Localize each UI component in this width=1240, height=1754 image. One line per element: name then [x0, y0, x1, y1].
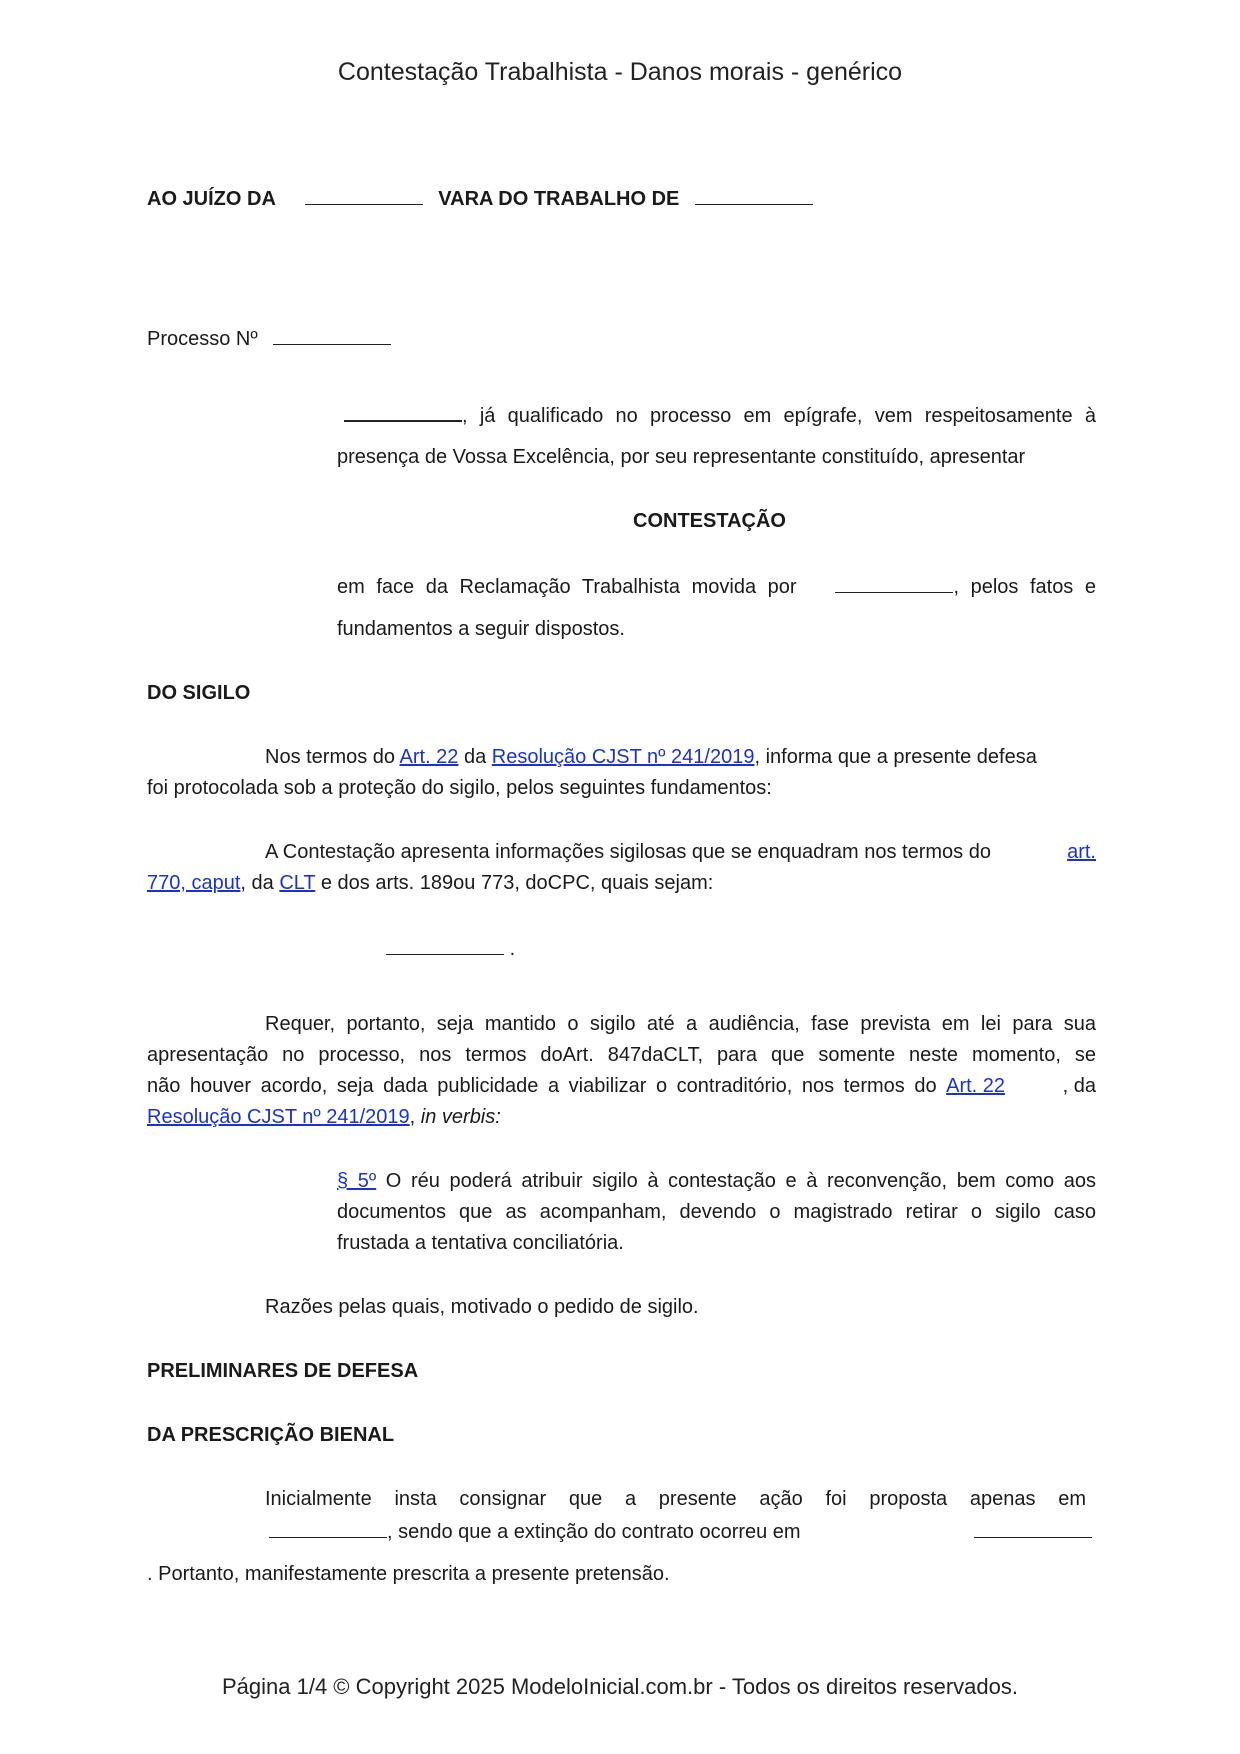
quote-text: O réu poderá atribuir sigilo à contestação e à reconvenção, bem como aos	[376, 1170, 1096, 1192]
section-heading-preliminares: PRELIMINARES DE DEFESA	[147, 1360, 419, 1382]
facing-line-2: fundamentos a seguir dispostos.	[337, 618, 625, 640]
quote-line2	[337, 1201, 1096, 1224]
process-number-line	[147, 326, 391, 351]
sigilo-p3-line3	[147, 1075, 1096, 1098]
quote-line3: frustada a tentativa conciliatória.	[337, 1232, 624, 1254]
link-art-770[interactable]: art.	[1067, 841, 1096, 863]
plaintiff-name-blank	[835, 574, 953, 593]
intro-line-2: presença de Vossa Excelência, por seu representante constituído, apresentar	[337, 446, 1026, 468]
sigilo-p1-text: da	[458, 746, 492, 768]
facing-line-1	[337, 574, 1096, 599]
sigilo-p3-line2	[147, 1044, 1096, 1067]
process-number-blank	[273, 326, 391, 345]
sigilo-p1-text: Nos termos do	[265, 746, 400, 768]
sigilo-p3-line4	[147, 1106, 501, 1129]
addressee-middle: VARA DO TRABALHO DE	[438, 188, 680, 210]
sigilo-p1-line1	[265, 746, 1037, 769]
sigilo-p3-text: ,	[409, 1106, 421, 1128]
prescricao-line3: . Portanto, manifestamente prescrita a presente pretensão.	[147, 1563, 670, 1585]
section-heading-sigilo: DO SIGILO	[147, 682, 251, 704]
sigilo-p3-text: , da	[1062, 1075, 1096, 1097]
facing-text-a: em face da Reclamação Trabalhista movida por	[337, 576, 797, 598]
quote-text: documentos que as acompanham, devendo o magistrado retirar o sigilo caso	[337, 1201, 1096, 1223]
filing-date-blank	[269, 1519, 387, 1538]
prescricao-text: Inicialmente insta consignar que a presente ação foi proposta apenas em	[265, 1488, 1086, 1510]
sigilo-p3-text: apresentação no processo, nos termos doArt. 847daCLT, para que somente neste momento, se	[147, 1044, 1096, 1066]
intro-text-1: , já qualificado no processo em epígrafe, vem respeitosamente à	[462, 405, 1096, 427]
process-label: Processo Nº	[147, 328, 258, 350]
link-art-22[interactable]: Art. 22	[399, 746, 459, 768]
document-title: CONTESTAÇÃO	[633, 510, 786, 532]
sigilo-p2-line2	[147, 872, 713, 895]
link-art-770-caput[interactable]: 770, caput	[147, 872, 241, 894]
sigilo-p2-text: , da	[240, 872, 280, 894]
page-footer: Página 1/4 © Copyright 2025 ModeloInicial.com.br - Todos os direitos reservados.	[222, 1674, 1018, 1699]
intro-line-1	[340, 402, 1096, 428]
defendant-name-blank	[344, 402, 462, 422]
quote-line1	[337, 1170, 1096, 1193]
link-clt[interactable]: CLT	[279, 872, 316, 894]
addressee-line	[147, 186, 813, 211]
link-resolucao-cjst-2[interactable]: Resolução CJST nº 241/2019	[147, 1106, 410, 1128]
link-resolucao-cjst[interactable]: Resolução CJST nº 241/2019	[491, 746, 755, 768]
prescricao-text: , sendo que a extinção do contrato ocorreu em	[387, 1521, 801, 1543]
prescricao-line2	[269, 1519, 1092, 1544]
link-paragraph-5[interactable]: § 5º	[337, 1170, 377, 1192]
sigilo-p3-line1	[265, 1013, 1096, 1036]
confidential-info-blank	[386, 936, 504, 955]
sigilo-p3-text: não houver acordo, seja dada publicidade a viabilizar o contraditório, nos termos do	[147, 1075, 947, 1097]
prescricao-line1	[265, 1488, 1086, 1511]
blank-period: .	[509, 938, 516, 960]
city-blank	[695, 186, 813, 205]
sigilo-info-blank-line	[386, 936, 515, 961]
court-number-blank	[305, 186, 423, 205]
sigilo-p2-line1	[265, 841, 1096, 864]
sigilo-p3-text: Requer, portanto, seja mantido o sigilo até a audiência, fase prevista em lei para sua	[265, 1013, 1096, 1035]
document-header-title: Contestação Trabalhista - Danos morais - genérico	[337, 58, 903, 86]
section-heading-prescricao: DA PRESCRIÇÃO BIENAL	[147, 1424, 395, 1446]
contract-end-date-blank	[974, 1519, 1092, 1538]
in-verbis-text: in verbis:	[420, 1106, 501, 1128]
addressee-prefix: AO JUÍZO DA	[147, 188, 276, 210]
sigilo-p2-text: A Contestação apresenta informações sigilosas que se enquadram nos termos do	[265, 841, 991, 863]
sigilo-p1-line2: foi protocolada sob a proteção do sigilo, pelos seguintes fundamentos:	[147, 777, 772, 799]
facing-text-b: , pelos fatos e	[953, 576, 1096, 598]
sigilo-p2-text: e dos arts. 189ou 773, doCPC, quais sejam:	[315, 872, 714, 894]
link-art-22-2[interactable]: Art. 22	[946, 1075, 1006, 1097]
sigilo-p4: Razões pelas quais, motivado o pedido de sigilo.	[265, 1296, 699, 1318]
sigilo-p1-text: , informa que a presente defesa	[754, 746, 1037, 768]
